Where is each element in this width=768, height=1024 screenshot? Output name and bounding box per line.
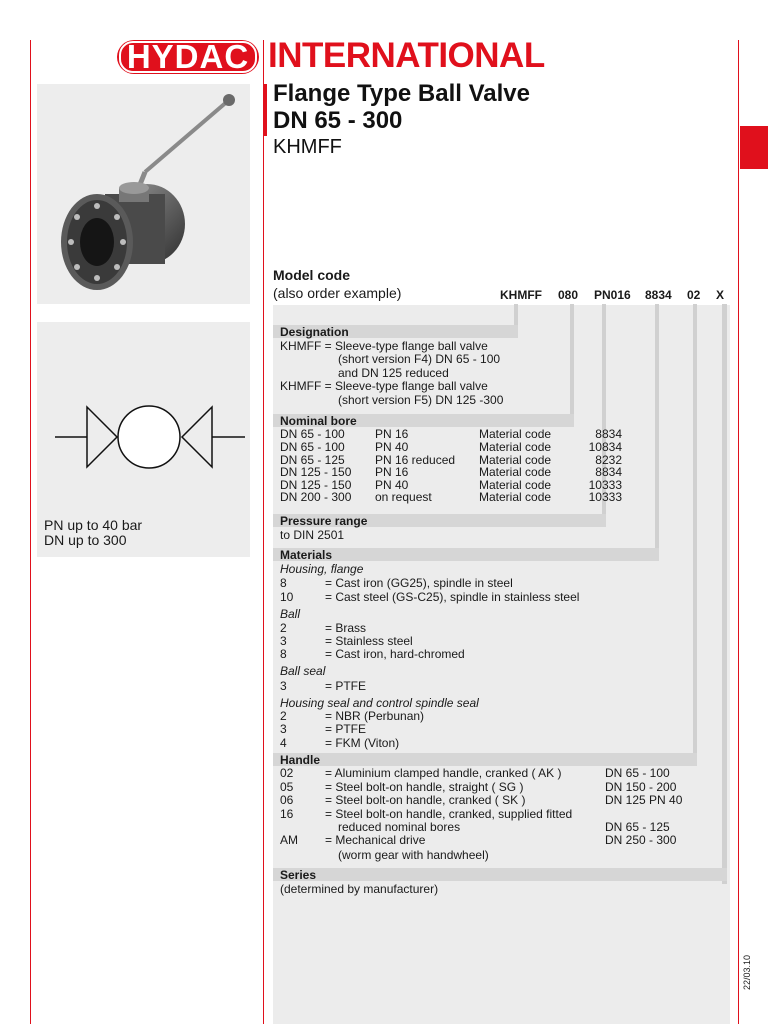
designation-heading: Designation	[280, 325, 349, 339]
handle-desc: = Steel bolt-on handle, cranked ( SK )	[325, 793, 526, 807]
handle-code: 05	[280, 780, 294, 794]
material-desc: = Brass	[325, 621, 367, 635]
right-margin-line	[738, 40, 739, 1024]
designation-line: (short version F4) DN 65 - 100	[338, 352, 501, 366]
table-cell: DN 200 - 300	[280, 490, 352, 504]
handle-desc: = Steel bolt-on handle, straight ( SG )	[325, 780, 524, 794]
table-cell: PN 40	[375, 440, 409, 454]
connector-materials	[655, 304, 659, 550]
handle-range: DN 250 - 300	[605, 833, 677, 847]
model-code-subheading: (also order example)	[273, 285, 402, 301]
ball-subheading: Ball	[280, 607, 301, 621]
designation-line: and DN 125 reduced	[338, 366, 449, 380]
handle-code: AM	[280, 833, 298, 847]
nominal-bore-heading: Nominal bore	[280, 414, 357, 428]
material-code: 3	[280, 679, 287, 693]
table-cell: Material code	[479, 490, 552, 504]
material-desc: = Stainless steel	[325, 634, 413, 648]
document-date-code: 22/03.10	[742, 954, 752, 990]
spindle-seal-subheading: Housing seal and control spindle seal	[280, 696, 479, 710]
handle-desc: (worm gear with handwheel)	[338, 848, 489, 862]
code-segment-variant: X	[716, 288, 725, 302]
table-cell: DN 65 - 100	[280, 440, 345, 454]
table-cell: Material code	[479, 440, 552, 454]
page-title: Flange Type Ball Valve	[273, 80, 530, 107]
table-cell: 10834	[588, 440, 622, 454]
material-code: 2	[280, 621, 287, 635]
brand-name: INTERNATIONAL	[268, 36, 545, 75]
material-code: 4	[280, 736, 287, 750]
connector-nominal-bore	[570, 304, 574, 416]
designation-line: KHMFF = Sleeve-type flange ball valve	[280, 379, 488, 393]
table-cell: 10333	[588, 478, 622, 492]
material-code: 10	[280, 590, 294, 604]
material-desc: = Cast steel (GS-C25), spindle in stainless steel	[325, 590, 580, 604]
pressure-spec: PN up to 40 bar	[44, 517, 143, 533]
table-cell: DN 125 - 150	[280, 478, 352, 492]
material-desc: = PTFE	[325, 679, 367, 693]
pressure-range-text: to DIN 2501	[280, 528, 345, 542]
handle-code: 02	[280, 766, 294, 780]
table-cell: DN 65 - 125	[280, 453, 345, 467]
table-cell: 8834	[595, 465, 622, 479]
handle-range: DN 65 - 100	[605, 766, 670, 780]
table-cell: PN 16 reduced	[375, 453, 456, 467]
material-desc: = FKM (Viton)	[325, 736, 400, 750]
hydac-logo	[117, 40, 259, 74]
material-code: 3	[280, 634, 287, 648]
table-cell: PN 16	[375, 427, 409, 441]
material-code: 2	[280, 709, 287, 723]
material-desc: = PTFE	[325, 722, 367, 736]
table-cell: DN 65 - 100	[280, 427, 345, 441]
product-image	[37, 84, 250, 304]
material-desc: = NBR (Perbunan)	[325, 709, 425, 723]
material-desc: = Cast iron, hard-chromed	[325, 647, 465, 661]
bore-spec: DN up to 300	[44, 532, 127, 548]
series-heading: Series	[280, 868, 317, 882]
table-cell: Material code	[479, 427, 552, 441]
page-title-range: DN 65 - 300	[273, 107, 403, 134]
ball-valve-illustration	[37, 84, 250, 304]
handle-heading: Handle	[280, 753, 321, 767]
handle-desc: = Steel bolt-on handle, cranked, supplied fitted	[325, 807, 573, 821]
code-segment-pressure: PN016	[594, 288, 631, 302]
handle-desc: = Mechanical drive	[325, 833, 426, 847]
table-cell: 8232	[595, 453, 622, 467]
table-cell: on request	[375, 490, 432, 504]
handle-range: DN 150 - 200	[605, 780, 677, 794]
designation-line: (short version F5) DN 125 -300	[338, 393, 504, 407]
pressure-range-heading: Pressure range	[280, 514, 368, 528]
model-code-heading: Model code	[273, 267, 351, 283]
table-cell: PN 16	[375, 465, 409, 479]
handle-code: 16	[280, 807, 294, 821]
handle-range: DN 125 PN 40	[605, 793, 683, 807]
ball-seal-subheading: Ball seal	[280, 664, 326, 678]
series-bar	[273, 868, 727, 881]
hydac-logo-text: HYDAC	[119, 41, 257, 73]
ball-valve-symbol-icon	[37, 362, 250, 522]
table-cell: DN 125 - 150	[280, 465, 352, 479]
title-accent-bar	[263, 84, 267, 136]
handle-code: 06	[280, 793, 294, 807]
table-cell: Material code	[479, 478, 552, 492]
model-name: KHMFF	[273, 136, 342, 158]
table-cell: Material code	[479, 465, 552, 479]
handle-desc: reduced nominal bores	[338, 820, 461, 834]
designation-line: KHMFF = Sleeve-type flange ball valve	[280, 339, 488, 353]
section-tab-marker	[740, 126, 768, 169]
code-segment-series: KHMFF	[500, 288, 542, 302]
connector-series	[722, 304, 727, 884]
series-text: (determined by manufacturer)	[280, 882, 439, 896]
handle-desc: = Aluminium clamped handle, cranked ( AK )	[325, 766, 562, 780]
column-divider-line	[263, 40, 264, 1024]
code-segment-handle: 02	[687, 288, 701, 302]
model-code-panel	[273, 305, 730, 1024]
material-code: 8	[280, 647, 287, 661]
code-segment-bore: 080	[558, 288, 579, 302]
left-margin-line	[30, 40, 31, 1024]
handle-bar	[273, 753, 697, 766]
code-segment-material: 8834	[645, 288, 672, 302]
connector-designation	[514, 304, 518, 326]
material-code: 8	[280, 576, 287, 590]
table-cell: Material code	[479, 453, 552, 467]
handle-range: DN 65 - 125	[605, 820, 670, 834]
materials-heading: Materials	[280, 548, 333, 562]
table-cell: 8834	[595, 427, 622, 441]
material-code: 3	[280, 722, 287, 736]
table-cell: 10333	[588, 490, 622, 504]
housing-subheading: Housing, flange	[280, 562, 364, 576]
connector-handle	[693, 304, 697, 754]
material-desc: = Cast iron (GG25), spindle in steel	[325, 576, 513, 590]
table-cell: PN 40	[375, 478, 409, 492]
